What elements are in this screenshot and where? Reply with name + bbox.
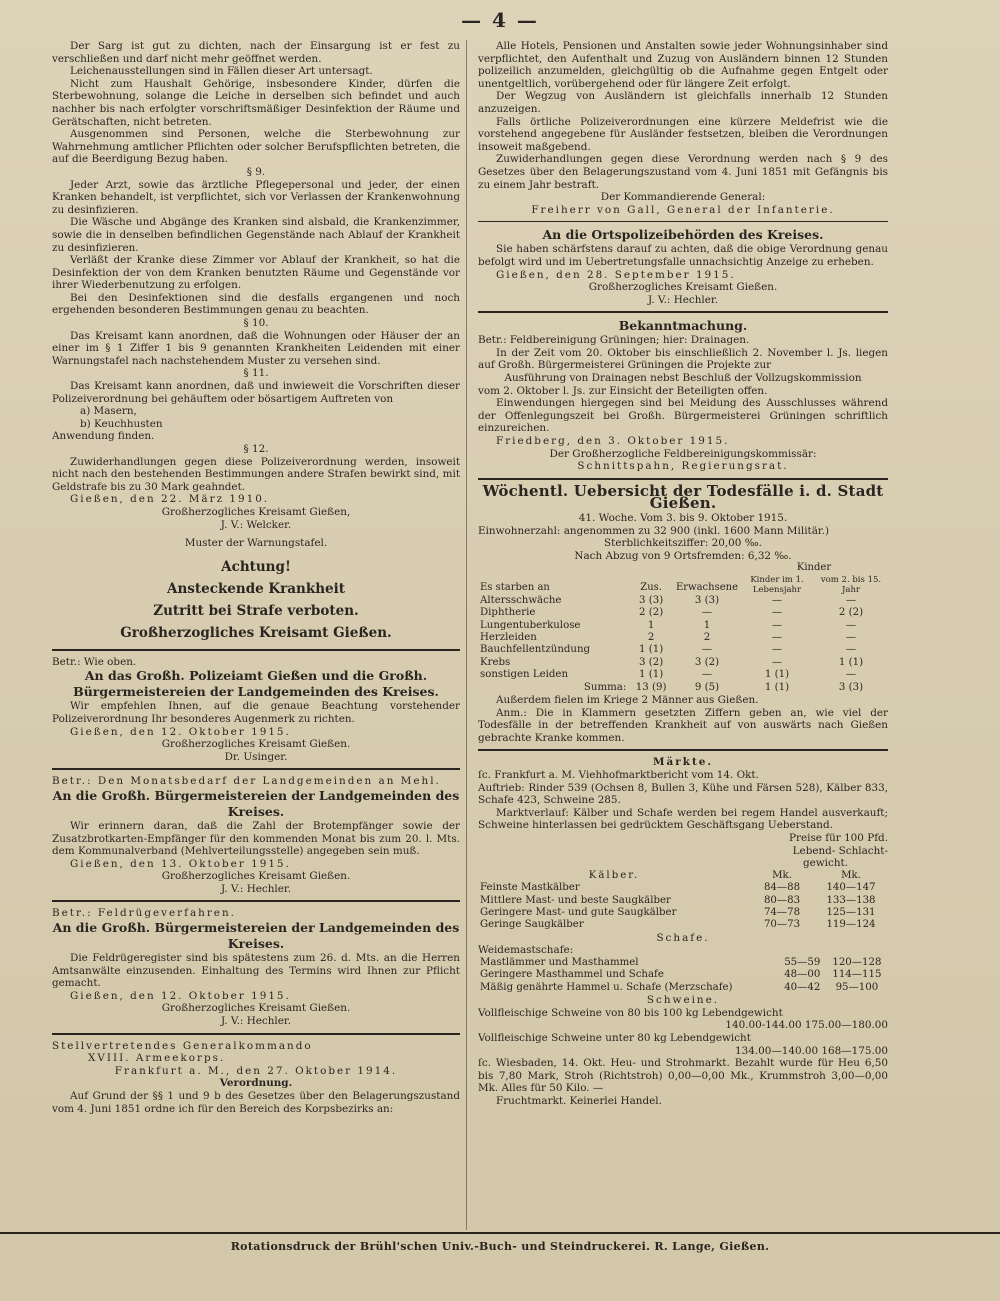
table-cell: 1 (1)	[764, 681, 790, 693]
price-header: Preise für 100 Pfd.	[789, 831, 888, 844]
list-item: b) Keuchhusten	[80, 417, 163, 430]
todesfaelle-rate: Sterblichkeitsziffer: 20,00 ‰.	[604, 537, 762, 550]
table-cell: —	[845, 594, 857, 606]
table-row	[478, 882, 888, 894]
price-line: Vollfleischige Schweine unter 80 kg Lebendgewicht	[478, 1031, 751, 1044]
signature: Schnittspahn, Regierungsrat.	[577, 460, 789, 473]
table-cell: 133—138	[826, 894, 876, 906]
price-header: Lebend- Schlacht-	[792, 844, 888, 857]
paragraph: Einwendungen hiergegen sind bei Meidung des Ausschlusses während der Offenlegungszeit bei Großh. Bürgermeisterei Grüningen schriftlich einzureichen.	[478, 397, 888, 435]
paragraph: Das Kreisamt kann anordnen, daß und inwieweit die Vorschriften dieser Polizeiverordnung bei gehäuftem oder bösartigem Auftreten von	[52, 380, 460, 405]
paragraph: Bei den Desinfektionen sind die desfalls ergangenen und noch ergehenden besonderen Bestimmungen genau zu beachten.	[52, 291, 460, 317]
table-cell: 3 (2)	[639, 656, 664, 668]
table-cell: Herzleiden	[480, 632, 537, 643]
warning-krankheit: Ansteckende Krankheit	[167, 580, 345, 597]
table-cell: 95—100	[835, 981, 879, 993]
bekanntmachung-heading: Bekanntmachung.	[618, 318, 748, 334]
betreff: Betr.: Wie oben.	[52, 655, 137, 668]
section-heading: § 10.	[243, 317, 269, 330]
paragraph: Leichenausstellungen sind in Fällen dieser Art untersagt.	[70, 65, 373, 78]
table-cell: Mastlämmer und Masthammel	[480, 956, 639, 968]
table-cell: Summa:	[583, 681, 627, 693]
paragraph: Auftrieb: Rinder 539 (Ochsen 8, Bullen 3, Kühe und Färsen 528), Kälber 833, Schafe 423, Schweine 285.	[478, 781, 888, 807]
signature: J. V.: Hechler.	[220, 1015, 292, 1028]
paragraph: Falls örtliche Polizeiverordnungen eine kürzere Meldefrist wie die vorstehend angegebene für Ausländer festsetzen, bleiben die Verordnungen insoweit maßgebend.	[478, 115, 888, 153]
date-line: Frankfurt a. M., den 27. Oktober 1914.	[114, 1064, 398, 1077]
price-value: 140.00-144.00 175.00—180.00	[725, 1019, 888, 1032]
table-cell: —	[771, 619, 783, 631]
section-heading: Schafe.	[656, 931, 710, 944]
unit-label: Mk.	[772, 869, 792, 881]
col-header: vom 2. bis 15. Jahr	[820, 574, 882, 595]
table-row	[478, 669, 888, 681]
left-column	[52, 40, 460, 1115]
office-line: Der Kommandierende General:	[600, 191, 766, 204]
address-heading: An die Großh. Bürgermeistereien der Landgemeinden des Kreises.	[52, 787, 460, 819]
warning-achtung: Achtung!	[221, 558, 291, 575]
paragraph: Zuwiderhandlungen gegen diese Verordnung werden nach § 9 des Gesetzes über den Belagerungszustand vom 4. Juni 1851 mit Gefängnis bis zu einem Jahr bestraft.	[478, 153, 888, 191]
right-column	[478, 40, 888, 1108]
section-heading: § 11.	[243, 367, 269, 380]
table-cell: 2 (2)	[639, 607, 664, 619]
price-line: Vollfleischige Schweine von 80 bis 100 kg Lebendgewicht	[478, 1006, 783, 1019]
table-row	[478, 657, 888, 669]
signature: Dr. Usinger.	[224, 750, 288, 763]
paragraph: Verläßt der Kranke diese Zimmer vor Ablauf der Krankheit, so hat die Desinfektion der von dem Kranken benutzten Räume und Gegenstände vor ihrer Wiederbenutzung zu erfolgen.	[52, 254, 460, 292]
table-cell: —	[845, 619, 857, 631]
muster-title: Muster der Warnungstafel.	[184, 537, 328, 550]
table-cell: —	[845, 669, 857, 681]
printer-imprint: Rotationsdruck der Brühl'schen Univ.-Buch- und Steindruckerei. R. Lange, Gießen.	[230, 1240, 770, 1253]
table-cell: sonstigen Leiden	[480, 669, 569, 681]
table-row	[478, 595, 888, 607]
price-header: gewicht.	[802, 857, 848, 870]
table-cell: —	[701, 607, 713, 619]
warning-zutritt: Zutritt bei Strafe verboten.	[153, 602, 359, 619]
section-heading: Schweine.	[646, 994, 720, 1007]
table-row	[478, 632, 888, 644]
footer-rule	[0, 1232, 1000, 1234]
table-cell: —	[771, 644, 783, 656]
paragraph: Nicht zum Haushalt Gehörige, insbesondere Kinder, dürfen die Sterbewohnung, solange die Leiche in derselben sich befindet und auch nachher bis nach erfolgter vorschriftsmäßiger Desinfektion der Räume und Gerätschaften, nicht betreten.	[52, 77, 460, 128]
paragraph: Die Wäsche und Abgänge des Kranken sind alsbald, die Krankenzimmer, sowie die in denselben befindlichen Gegenstände nach Ablauf der Krankheit zu desinfizieren.	[52, 216, 460, 254]
column-divider	[466, 40, 467, 1230]
table-cell: 74—78	[763, 906, 801, 918]
table-cell: 70—73	[763, 919, 801, 931]
date-line: Gießen, den 12. Oktober 1915.	[70, 725, 291, 738]
page-number: — 4 —	[461, 8, 539, 32]
command-line: Stellvertretendes Generalkommando	[52, 1039, 313, 1052]
table-cell: 1 (1)	[764, 669, 790, 681]
table-row	[478, 907, 888, 919]
maerkte-heading: Märkte.	[653, 756, 713, 769]
table-cell: 2	[703, 632, 711, 643]
section-heading: § 12.	[243, 443, 269, 455]
table-cell: —	[845, 632, 857, 643]
table-cell: Bauchfellentzündung	[480, 644, 591, 656]
table-cell: 3 (3)	[639, 594, 664, 606]
table-row	[478, 620, 888, 632]
paragraph: Zuwiderhandlungen gegen diese Polizeiverordnung werden, insoweit nicht nach den bestehenden Bestimmungen andere Strafen bewirkt sind, mit Geldstrafe bis zu 30 Mark geahndet.	[52, 455, 460, 493]
table-cell: Krebs	[480, 656, 511, 668]
table-cell: —	[701, 669, 713, 681]
address-heading: An die Ortspolizeibehörden des Kreises.	[542, 227, 824, 243]
section-heading: Kälber.	[588, 869, 640, 881]
office-line: Großherzogliches Kreisamt Gießen,	[161, 505, 351, 518]
signature: J. V.: Hechler.	[220, 882, 292, 895]
warning-kreisamt: Großherzogliches Kreisamt Gießen.	[120, 624, 392, 641]
table-cell: 3 (3)	[838, 681, 864, 693]
betreff: Betr.: Den Monatsbedarf der Landgemeinden an Mehl.	[52, 775, 441, 788]
col-header: Es starben an	[480, 582, 550, 594]
table-cell: 3 (2)	[694, 656, 720, 668]
table-cell: —	[845, 644, 857, 656]
verordnung-heading: Verordnung.	[219, 1077, 293, 1090]
betreff: Betr.: Feldbereinigung Grüningen; hier: Drainagen.	[478, 334, 750, 347]
date-line: Gießen, den 28. September 1915.	[496, 268, 736, 281]
table-cell: 120—128	[832, 956, 882, 968]
todesfaelle-table	[478, 562, 888, 694]
signature: J. V.: Hechler.	[647, 293, 719, 306]
office-line: Großherzogliches Kreisamt Gießen.	[588, 281, 778, 294]
office-line: Großherzogliches Kreisamt Gießen.	[161, 738, 351, 751]
table-cell: 84—88	[763, 882, 801, 894]
table-cell: Geringe Saugkälber	[480, 919, 584, 931]
paragraph: Der Sarg ist gut zu dichten, nach der Einsargung ist er fest zu verschließen und darf nicht mehr geöffnet werden.	[52, 40, 460, 65]
paragraph: Marktverlauf: Kälber und Schafe werden bei regem Handel ausverkauft; Schweine hinterlassen bei gedrücktem Geschäftsgang Ueberstand.	[478, 806, 888, 832]
paragraph: Das Kreisamt kann anordnen, daß die Wohnungen oder Häuser der an einer im § 1 Ziffer 1 bis 9 genannten Krankheiten Leidenden mit einer Warnungstafel nach nachstehendem Muster zu versehen sind.	[52, 329, 460, 367]
list-item: a) Masern,	[80, 405, 137, 418]
table-cell: 48—00	[784, 969, 821, 981]
todesfaelle-week: 41. Woche. Vom 3. bis 9. Oktober 1915.	[578, 512, 788, 524]
table-cell: Mittlere Mast- und beste Saugkälber	[480, 894, 671, 906]
paragraph: In der Zeit vom 20. Oktober bis einschließlich 2. November l. Js. liegen auf Großh. Bürgermeisterei Grüningen die Projekte zur	[478, 346, 888, 372]
market-report: Fruchtmarkt. Keinerlei Handel.	[496, 1094, 662, 1107]
market-report: ſc. Wiesbaden, 14. Okt. Heu- und Strohmarkt. Bezahlt wurde für Heu 6,50 bis 7,80 Mark, Stroh (Richtstroh) 0,00—0,00 Mk., Krummstroh 3,00—0,00 Mk. Alles für 50 Kilo. —	[478, 1057, 888, 1095]
table-cell: 2	[647, 632, 655, 643]
paragraph: Anm.: Die in Klammern gesetzten Ziffern geben an, wie viel der Todesfälle in der betreffenden Krankheit auf von auswärts nach Gießen gebrachte Kranke kommen.	[478, 706, 888, 744]
table-cell: 1	[703, 619, 711, 631]
paragraph: Wir erinnern daran, daß die Zahl der Brotempfänger sowie der Zusatzbrotkarten-Empfänger für den kommenden Monat bis zum 20. l. Mts. dem Kommunalverband (Mehlverteilungsstelle) angegeben sein muß.	[52, 819, 460, 858]
paragraph: Ausgenommen sind Personen, welche die Sterbewohnung zur Wahrnehmung amtlicher Pflichten oder solcher Berufspflichten betreten, die auf die Beerdigung Bezug haben.	[52, 128, 460, 166]
office-line: Der Großherzogliche Feldbereinigungskommissär:	[549, 447, 817, 460]
market-report-title: ſc. Frankfurt a. M. Viehhofmarktbericht vom 14. Okt.	[478, 769, 759, 781]
table-cell: 13 (9)	[635, 681, 667, 693]
col-header: Erwachsene	[675, 582, 738, 594]
table-cell: 1 (1)	[838, 656, 864, 668]
paragraph: Anwendung finden.	[52, 430, 155, 443]
office-line: Großherzogliches Kreisamt Gießen.	[161, 1002, 351, 1015]
betreff: Betr.: Feldrügeverfahren.	[52, 907, 236, 920]
table-cell: 1 (1)	[639, 669, 664, 681]
table-cell: 119—124	[826, 919, 876, 931]
unit-label: Mk.	[841, 869, 861, 881]
table-cell: 40—42	[784, 981, 821, 993]
table-cell: Altersschwäche	[480, 594, 562, 606]
paragraph: Die Feldrügeregister sind bis spätestens zum 26. d. Mts. an die Herren Amtsanwälte einzusenden. Einhaltung des Termins wird Ihnen zur Pflicht gemacht.	[52, 952, 460, 990]
section-heading: § 9.	[246, 165, 266, 178]
table-cell: Feinste Mastkälber	[480, 882, 580, 894]
date-line: Gießen, den 22. März 1910.	[70, 493, 270, 506]
sub-heading: Weidemastschafe:	[478, 944, 574, 957]
table-cell: 1	[647, 619, 655, 631]
table-row-summa	[478, 682, 888, 694]
paragraph: Alle Hotels, Pensionen und Anstalten sowie jeder Wohnungsinhaber sind verpflichtet, den Aufenthalt und Zuzug von Ausländern binnen 12 Stunden polizeilich anzumelden, gleichgültig ob die Aufnahme gegen Entgelt oder unentgeltlich, vorübergehend oder für längere Zeit erfolgt.	[478, 40, 888, 90]
table-row	[478, 895, 888, 907]
address-heading: An das Großh. Polizeiamt Gießen und die Großh. Bürgermeistereien der Landgemeinden des Kreises.	[73, 668, 439, 700]
col-header: Zus.	[640, 582, 662, 594]
paragraph: Jeder Arzt, sowie das ärztliche Pflegepersonal und jeder, der einen Kranken behandelt, ist verpflichtet, sich vor Verlassen der Krankenwohnung zu desinfizieren.	[52, 178, 460, 216]
price-value: 134.00—140.00 168—175.00	[735, 1044, 888, 1057]
command-line: XVIII. Armeekorps.	[88, 1052, 226, 1065]
date-line: Friedberg, den 3. Oktober 1915.	[496, 435, 730, 448]
table-cell: Diphtherie	[480, 607, 536, 619]
table-row	[478, 957, 888, 969]
paragraph: vom 2. Oktober l. Js. zur Einsicht der Beteiligten offen.	[478, 384, 768, 397]
paragraph: Außerdem fielen im Kriege 2 Männer aus Gießen.	[496, 694, 759, 707]
table-row	[478, 644, 888, 656]
address-heading: An die Großh. Bürgermeistereien der Landgemeinden des Kreises.	[52, 920, 460, 952]
table-row	[478, 969, 888, 981]
paragraph: Wir empfehlen Ihnen, auf die genaue Beachtung vorstehender Polizeiverordnung Ihr besonderes Augenmerk zu richten.	[52, 700, 460, 725]
table-cell: —	[771, 632, 783, 643]
table-cell: 3 (3)	[694, 594, 720, 606]
table-cell: —	[771, 594, 783, 606]
table-cell: 2 (2)	[838, 607, 864, 619]
table-cell: 114—115	[832, 969, 882, 981]
table-cell: Geringere Masthammel und Schafe	[480, 969, 664, 981]
todesfaelle-rate-adjusted: Nach Abzug von 9 Ortsfremden: 6,32 ‰.	[574, 549, 792, 562]
schafe-table	[478, 957, 888, 994]
date-line: Gießen, den 13. Oktober 1915.	[70, 857, 291, 870]
paragraph: Sie haben schärfstens darauf zu achten, daß die obige Verordnung genau befolgt wird und im Uebertretungsfalle unnachsichtig Anzeige zu erheben.	[478, 243, 888, 268]
table-row	[478, 919, 888, 931]
signature: J. V.: Welcker.	[220, 518, 292, 531]
todesfaelle-population: Einwohnerzahl: angenommen zu 32 900 (inkl. 1600 Mann Militär.)	[478, 524, 830, 537]
table-cell: Geringere Mast- und gute Saugkälber	[480, 906, 677, 918]
table-cell: 9 (5)	[694, 681, 720, 693]
table-row	[478, 607, 888, 619]
table-cell: Mäßig genährte Hammel u. Schafe (Merzschafe)	[480, 981, 733, 993]
table-cell: Lungentuberkulose	[480, 619, 581, 631]
table-cell: 80—83	[763, 894, 801, 906]
office-line: Großherzogliches Kreisamt Gießen.	[161, 870, 351, 883]
date-line: Gießen, den 12. Oktober 1915.	[70, 989, 291, 1002]
paragraph: Auf Grund der §§ 1 und 9 b des Gesetzes über den Belagerungszustand vom 4. Juni 1851 ordne ich für den Bereich des Korpsbezirks an:	[52, 1090, 460, 1115]
table-cell: 55—59	[784, 956, 821, 968]
table-row	[478, 982, 888, 994]
table-cell: —	[771, 607, 783, 619]
signature: Freiherr von Gall, General der Infanterie.	[531, 203, 835, 216]
col-header-group: Kinder	[796, 562, 832, 574]
table-cell: 125—131	[826, 906, 876, 918]
table-cell: —	[771, 656, 783, 668]
table-cell: 140—147	[826, 882, 876, 894]
col-header: Kinder im 1. Lebensjahr	[750, 574, 804, 595]
paragraph: Ausführung von Drainagen nebst Beschluß der Vollzugskommission	[504, 372, 862, 385]
kaelber-table	[478, 870, 888, 932]
table-cell: 1 (1)	[639, 644, 664, 656]
todesfaelle-title: Wöchentl. Uebersicht der Todesfälle i. d. Stadt Gießen.	[482, 481, 884, 513]
paragraph: Der Wegzug von Ausländern ist gleichfalls innerhalb 12 Stunden anzuzeigen.	[478, 90, 888, 115]
table-cell: —	[701, 644, 713, 656]
